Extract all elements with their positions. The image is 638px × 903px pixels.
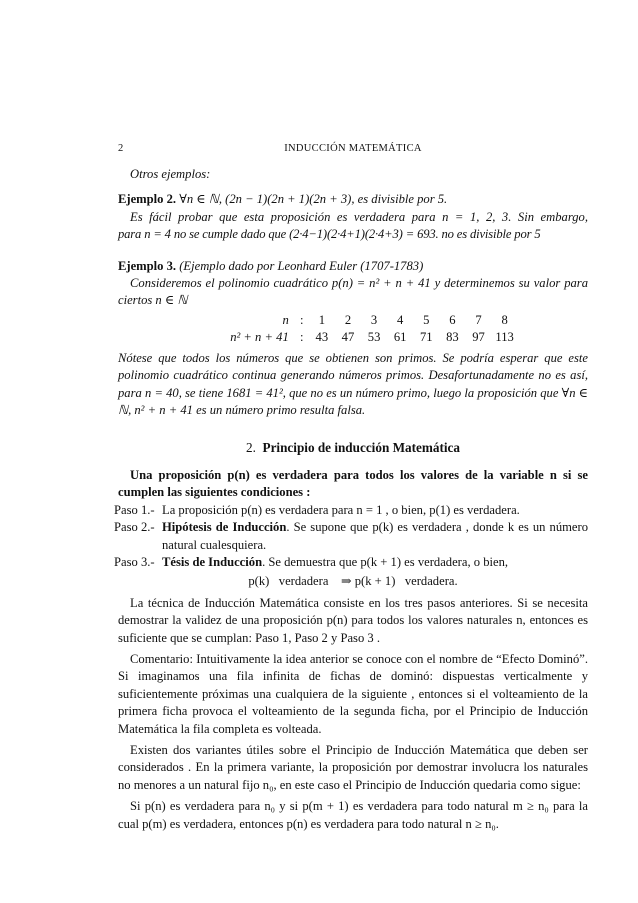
paragraph-comentario: Comentario: Intuitivamente la idea anterior se conoce con el nombre de “Efecto Dominó”. Si imaginamos una fila infinita de fichas de dominó: dispuestas verticalmente y suficientemente próximas una cualquiera de la siguiente , entonces si el volteamiento de la primera ficha provoca el volteamiento de la segunda ficha, por el Principio de Inducción Matemática la fila completa es volteada. bbox=[118, 651, 588, 736]
row-label-polynomial: n² + n + 41 bbox=[230, 329, 289, 344]
step-text: . Se demuestra que p(k + 1) es verdadera, o bien, bbox=[262, 554, 509, 569]
p-value: 97 bbox=[472, 329, 485, 344]
n-value: 7 bbox=[475, 312, 482, 327]
paragraph-variantes: Existen dos variantes útiles sobre el Principio de Inducción Matemática que deben ser considerados . En la primera variante, la proposición por demostrar involucra los naturales no menores a un natural fijo n₀, en este caso el Principio de Inducción quedaria como sigue: bbox=[118, 742, 588, 792]
induction-steps bbox=[114, 502, 588, 572]
p-value: 43 bbox=[315, 329, 329, 344]
step-body bbox=[162, 554, 588, 571]
step-text: . Se supone que p(k) es verdadera , donde k es un número natural cualesquiera. bbox=[162, 520, 588, 552]
n-value: 4 bbox=[397, 312, 404, 327]
ejemplo-2-line-2: para n = 4 no se cumple dado que (2·4−1)(2·4+1)(2·4+3) = 693. no es divisible por 5 bbox=[118, 227, 541, 242]
p-value: 61 bbox=[393, 329, 407, 344]
section-lead bbox=[118, 467, 588, 502]
otros-ejemplos: Otros ejemplos: bbox=[130, 167, 211, 181]
step-bold: Tésis de Inducción bbox=[162, 554, 263, 569]
row-separator: : bbox=[300, 329, 304, 344]
p-value: 83 bbox=[446, 329, 459, 344]
n-value: 5 bbox=[423, 312, 430, 327]
table-row bbox=[118, 312, 588, 329]
n-value: 3 bbox=[370, 312, 378, 327]
p-value: 53 bbox=[367, 329, 381, 344]
table-row bbox=[118, 329, 588, 346]
section-title: Principio de inducción Matemática bbox=[262, 440, 460, 456]
ejemplo-2-statement: ∀n ∈ ℕ, (2n − 1)(2n + 1)(2n + 3), es divisible por 5. bbox=[179, 192, 448, 207]
page-header bbox=[118, 140, 588, 158]
step-text: La proposición p(n) es verdadera para n = 1 , o bien, p(1) es verdadera. bbox=[162, 502, 520, 517]
implication-formula: p(k) verdadera ⇒ p(k + 1) verdadera. bbox=[248, 574, 458, 589]
ejemplo-2-heading bbox=[118, 191, 588, 208]
section-heading bbox=[118, 439, 588, 456]
step-body bbox=[162, 519, 588, 554]
ejemplo-2-label: Ejemplo 2. bbox=[118, 192, 177, 207]
n-value: 2 bbox=[344, 312, 352, 327]
step-2 bbox=[114, 519, 588, 554]
paragraph-principio-variante: Si p(n) es verdadera para n₀ y si p(m + 1) es verdadera para todo natural m ≥ n₀ para la cual p(m) es verdadera, entonces p(n) es verdadera para todo natural n ≥ n₀. bbox=[118, 799, 588, 831]
p-value: 47 bbox=[341, 329, 355, 344]
n-value: 6 bbox=[449, 312, 456, 327]
ejemplo-3-text-2: Nótese que todos los números que se obtienen son primos. Se podría esperar que este polinomio cuadrático continua generando números primos. Desafortunadamente no es así, para n = 40, se tiene 1681 = 41², que no es un número primo, luego la proposición que ∀n ∈ ℕ, n² + n + 41 es un número primo resulta falsa. bbox=[118, 350, 588, 418]
step-label: Paso 3.- bbox=[114, 554, 155, 569]
ejemplo-3-note: (Ejemplo dado por Leonhard Euler (1707-1783) bbox=[179, 258, 424, 273]
n-value: 1 bbox=[318, 312, 325, 327]
step-bold: Hipótesis de Inducción bbox=[162, 520, 287, 535]
row-label-n: n bbox=[282, 312, 289, 327]
ejemplo-3-label: Ejemplo 3. bbox=[118, 258, 177, 273]
step-1 bbox=[114, 502, 588, 519]
ejemplo-3-text-1: Consideremos el polinomio cuadrático p(n) = n² + n + 41 y determinemos su valor para ciertos n ∈ ℕ bbox=[118, 276, 588, 308]
document-page bbox=[114, 140, 588, 833]
step-label: Paso 1.- bbox=[114, 502, 155, 517]
n-value: 8 bbox=[501, 312, 508, 327]
page-number: 2 bbox=[118, 143, 124, 154]
row-separator: : bbox=[300, 312, 304, 327]
section-number: 2. bbox=[246, 440, 256, 456]
running-title: INDUCCIÓN MATEMÁTICA bbox=[284, 143, 422, 154]
p-value: 71 bbox=[419, 329, 433, 344]
step-label: Paso 2.- bbox=[114, 520, 155, 535]
ejemplo-2-line-1: Es fácil probar que esta proposición es verdadera para n = 1, 2, 3. Sin embargo, bbox=[130, 209, 588, 224]
p-value: 113 bbox=[495, 329, 514, 344]
section-lead-text: Una proposición p(n) es verdadera para todos los valores de la variable n si se cumplen las siguientes condiciones : bbox=[118, 467, 588, 500]
ejemplo-3-heading bbox=[118, 258, 588, 275]
step-3 bbox=[114, 554, 588, 571]
euler-values-table bbox=[118, 312, 588, 346]
paragraph-tecnica: La técnica de Inducción Matemática consiste en los tres pasos anteriores. Si se necesita demostrar la validez de una proposición p(n) para todos los valores naturales n, entonces es suficiente que se cumplan: Paso 1, Paso 2 y Paso 3 . bbox=[118, 595, 588, 645]
